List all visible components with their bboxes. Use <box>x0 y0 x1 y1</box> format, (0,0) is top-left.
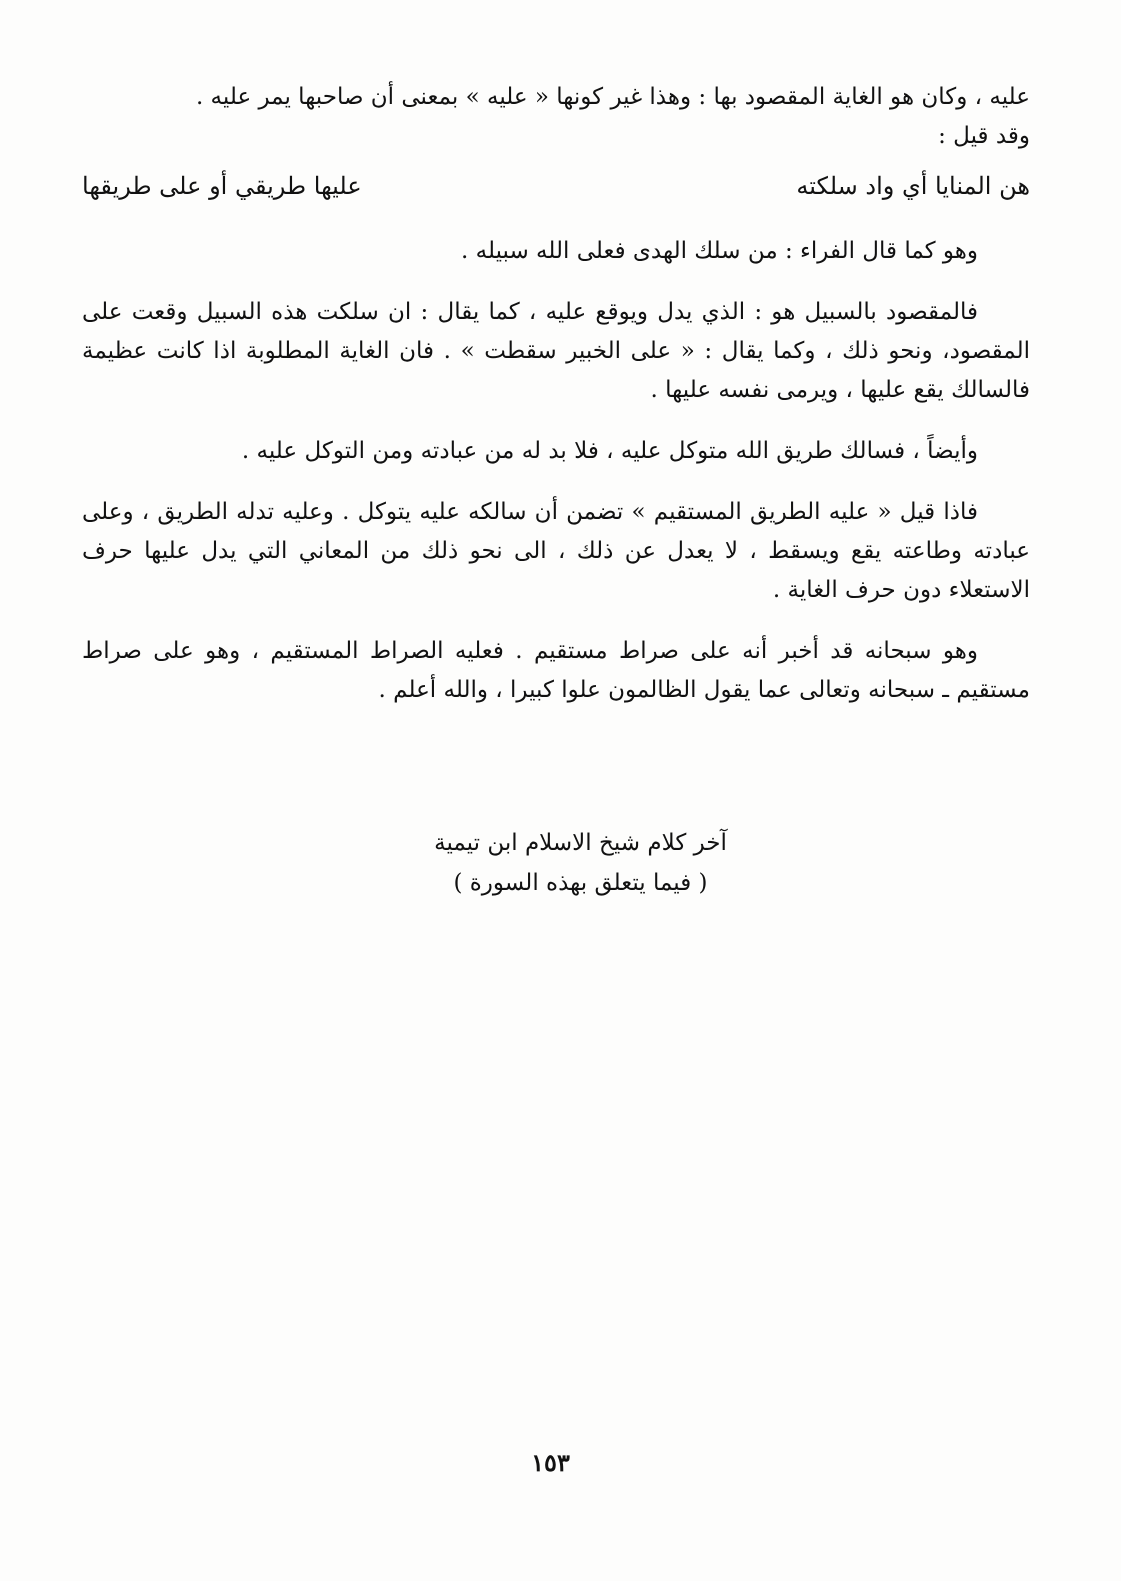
paragraph-1 <box>82 78 1030 156</box>
body-text <box>82 78 1030 732</box>
poem-second-hemistich: عليها طريقي أو على طريقها <box>82 172 362 200</box>
paragraph-5: فاذا قيل « عليه الطريق المستقيم » تضمن أن سالكه عليه يتوكل . وعليه تدله الطريق ، وعلى عبادته وطاعته يقع ويسقط ، لا يعدل عن ذلك ، الى نحو ذلك من المعاني التي يدل عليها حرف الاستعلاء دون حرف الغاية . <box>82 499 1030 603</box>
paragraph-2: وهو كما قال الفراء : من سلك الهدى فعلى الله سبيله . <box>461 238 978 264</box>
paragraph-3: فالمقصود بالسبيل هو : الذي يدل ويوقع عليه ، كما يقال : ان سلكت هذه السبيل وقعت على المقصود، ونحو ذلك ، وكما يقال : « على الخبير سقطت » . فان الغاية المطلوبة اذا كانت عظيمة فالسالك يقع عليها ، ويرمى نفسه عليها . <box>82 299 1030 403</box>
paragraph-4: وأيضاً ، فسالك طريق الله متوكل عليه ، فلا بد له من عبادته ومن التوكل عليه . <box>241 438 978 464</box>
closing-note <box>0 823 1121 903</box>
page-number: ١٥٣ <box>531 1448 570 1477</box>
poem-verse <box>82 166 1030 206</box>
paragraph-1-line-1: عليه ، وكان هو الغاية المقصود بها : وهذا غير كونها « عليه » بمعنى أن صاحبها يمر عليه . <box>195 84 1030 110</box>
closing-line-2: ( فيما يتعلق بهذه السورة ) <box>453 870 708 896</box>
paragraph-1-line-2: وقد قيل : <box>938 123 1030 149</box>
paragraph-6: وهو سبحانه قد أخبر أنه على صراط مستقيم . فعليه الصراط المستقيم ، وهو على صراط مستقيم ـ سبحانه وتعالى عما يقول الظالمون علوا كبيرا ، والله أعلم . <box>82 638 1030 703</box>
poem-first-hemistich: هن المنايا أي واد سلكته <box>796 172 1030 200</box>
closing-line-1: آخر كلام شيخ الاسلام ابن تيمية <box>434 830 727 856</box>
